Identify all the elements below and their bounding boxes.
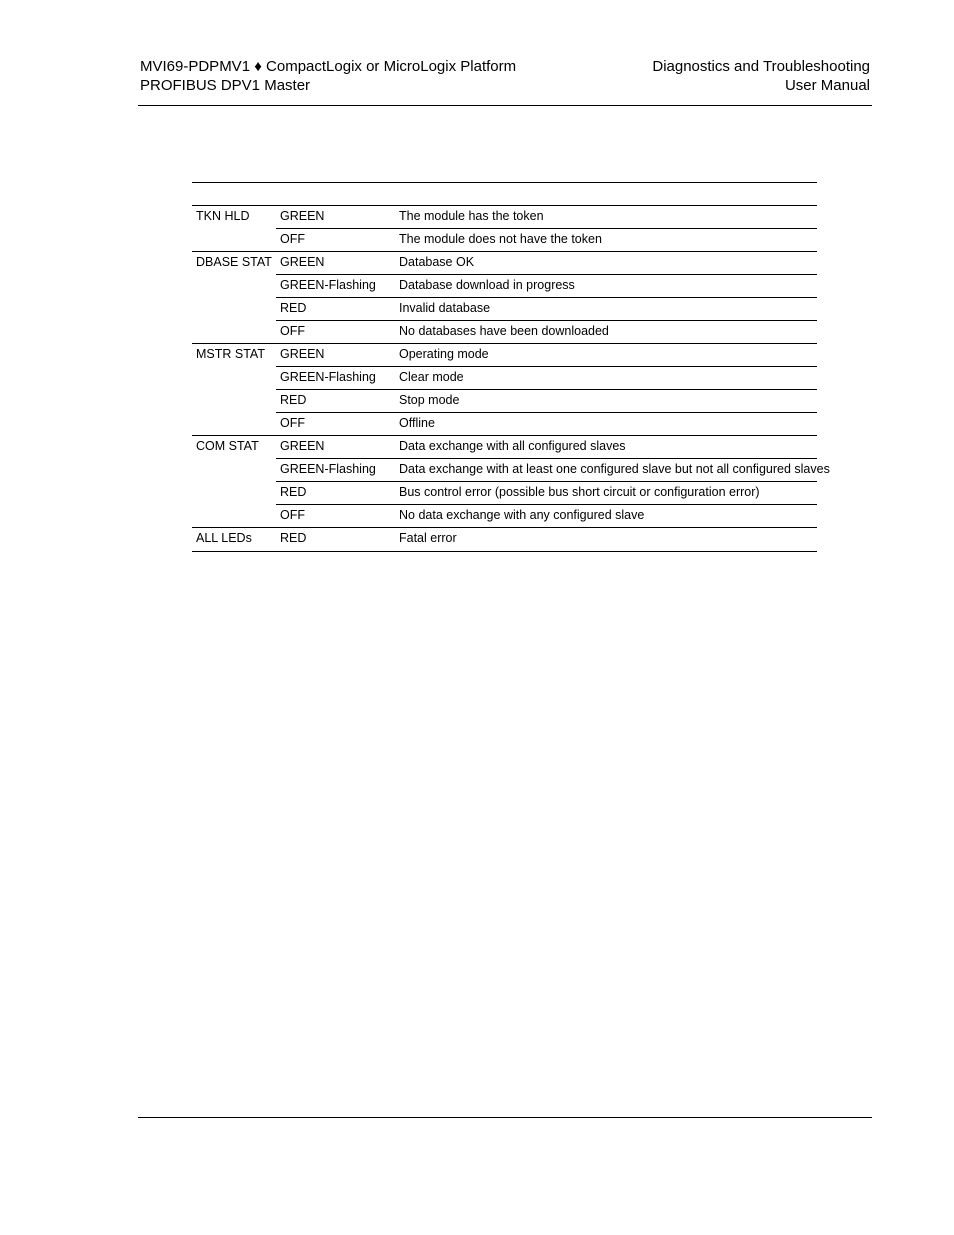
header-product-subtitle: PROFIBUS DPV1 Master	[140, 77, 311, 94]
led-description-cell: Clear mode	[399, 370, 464, 384]
led-color-cell: RED	[280, 393, 307, 407]
led-color-cell: RED	[280, 301, 307, 315]
led-description-cell: Invalid database	[399, 301, 491, 315]
led-description-cell: Fatal error	[399, 531, 457, 545]
led-color-cell: OFF	[280, 232, 305, 246]
led-color-cell: GREEN	[280, 255, 325, 269]
row-divider	[276, 274, 817, 275]
table-row	[192, 251, 817, 274]
led-color-cell: RED	[280, 485, 307, 499]
led-name-cell: COM STAT	[196, 439, 259, 453]
led-color-cell: OFF	[280, 416, 305, 430]
row-divider	[276, 366, 817, 367]
footer-divider	[138, 1117, 872, 1118]
led-color-cell: GREEN	[280, 439, 325, 453]
led-color-cell: RED	[280, 531, 307, 545]
row-divider	[276, 412, 817, 413]
table-top-rule	[192, 182, 817, 183]
led-name-cell: ALL LEDs	[196, 531, 252, 545]
row-divider	[276, 320, 817, 321]
header-document-type: User Manual	[784, 77, 870, 94]
table-row	[192, 435, 817, 458]
table-row	[192, 458, 830, 481]
led-color-cell: GREEN-Flashing	[280, 462, 376, 476]
row-divider	[276, 228, 817, 229]
table-row	[192, 205, 817, 228]
table-row	[192, 366, 817, 389]
led-color-cell: GREEN-Flashing	[280, 278, 376, 292]
led-name-cell: TKN HLD	[196, 209, 250, 223]
table-row	[192, 228, 817, 251]
table-row	[192, 343, 817, 366]
header-section-title: Diagnostics and Troubleshooting	[652, 58, 870, 75]
led-description-cell: Bus control error (possible bus short circuit or configuration error)	[399, 485, 760, 499]
row-divider	[192, 251, 817, 252]
table-row	[192, 297, 817, 320]
led-color-cell: GREEN	[280, 209, 325, 223]
page-header	[140, 57, 870, 105]
table-row	[192, 389, 817, 412]
row-divider	[276, 389, 817, 390]
header-left	[140, 57, 516, 95]
row-divider	[192, 343, 817, 344]
table-row	[192, 481, 817, 504]
table-row	[192, 274, 817, 297]
led-description-cell: Offline	[399, 416, 435, 430]
row-divider	[276, 481, 817, 482]
led-color-cell: OFF	[280, 324, 305, 338]
row-divider	[276, 297, 817, 298]
led-name-cell: DBASE STAT	[196, 255, 272, 269]
table-row	[192, 412, 817, 435]
led-description-cell: The module has the token	[399, 209, 544, 223]
led-description-cell: Database OK	[399, 255, 475, 269]
led-description-cell: Database download in progress	[399, 278, 575, 292]
row-divider	[276, 458, 817, 459]
row-divider	[192, 435, 817, 436]
header-divider	[138, 105, 872, 106]
led-description-cell: No databases have been downloaded	[399, 324, 609, 338]
header-product-title: MVI69-PDPMV1 ♦ CompactLogix or MicroLogix Platform	[140, 58, 517, 75]
table-row	[192, 504, 817, 527]
led-description-cell: Data exchange with at least one configured slave but not all configured slaves	[399, 462, 830, 476]
led-description-cell: Operating mode	[399, 347, 489, 361]
row-divider	[276, 504, 817, 505]
table-row	[192, 527, 817, 550]
led-color-cell: OFF	[280, 508, 305, 522]
led-color-cell: GREEN-Flashing	[280, 370, 376, 384]
row-divider	[192, 527, 817, 528]
row-divider	[192, 205, 817, 206]
led-description-cell: No data exchange with any configured slave	[399, 508, 645, 522]
led-description-cell: Data exchange with all configured slaves	[399, 439, 626, 453]
led-color-cell: GREEN	[280, 347, 325, 361]
table-bottom-rule	[192, 551, 817, 552]
led-description-cell: Stop mode	[399, 393, 460, 407]
table-row	[192, 320, 817, 343]
led-name-cell: MSTR STAT	[196, 347, 265, 361]
led-description-cell: The module does not have the token	[399, 232, 602, 246]
header-right	[652, 57, 870, 95]
led-status-table	[192, 205, 830, 550]
